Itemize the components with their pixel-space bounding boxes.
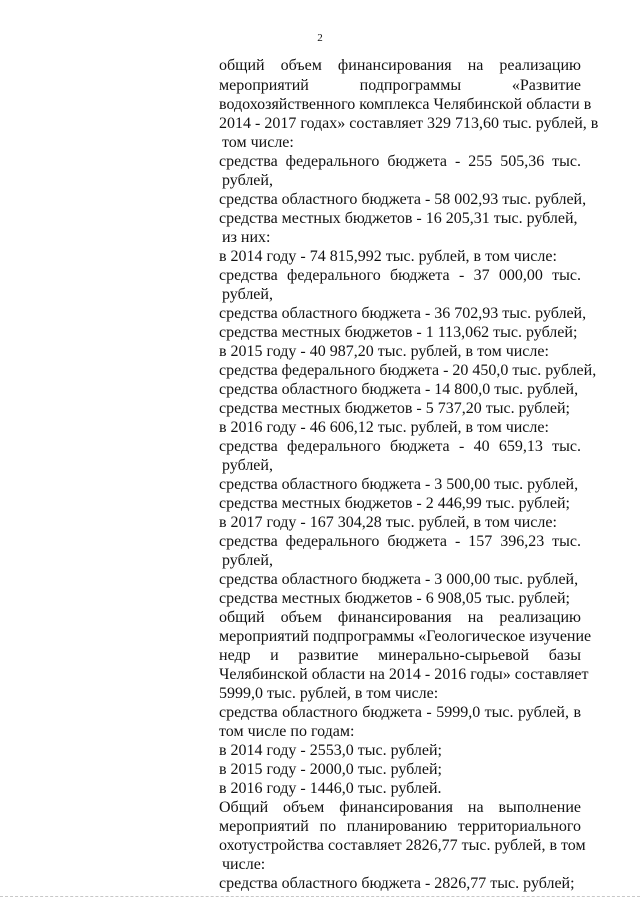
text-line: мероприятий подпрограммы «Развитие (219, 77, 581, 94)
text-line: Общий объем финансирования на выполнение (219, 799, 581, 816)
text-line: средства областного бюджета - 2826,77 тыс. рублей; (219, 875, 575, 892)
text-line: в 2014 году - 74 815,992 тыс. рублей, в том числе: (219, 248, 557, 265)
text-line: Челябинской области на 2014 - 2016 годы» составляет (219, 666, 589, 683)
text-line: 2014 - 2017 годах» составляет 329 713,60 тыс. рублей, в (219, 115, 599, 132)
text-line: в 2017 году - 167 304,28 тыс. рублей, в том числе: (219, 514, 557, 531)
text-line: том числе по годам: (219, 723, 355, 740)
text-line: в 2015 году - 40 987,20 тыс. рублей, в том числе: (219, 343, 549, 360)
text-line: общий объем финансирования на реализацию (219, 609, 581, 626)
text-line: средства федерального бюджета - 157 396,23 тыс. (219, 533, 581, 550)
text-line: мероприятий по планированию территориального (219, 818, 581, 835)
text-line: в 2015 году - 2000,0 тыс. рублей; (219, 761, 442, 778)
text-line: средства областного бюджета - 3 000,00 тыс. рублей, (219, 571, 579, 588)
text-line: 5999,0 тыс. рублей, в том числе: (219, 685, 439, 702)
text-line: средства федерального бюджета - 40 659,13 тыс. (219, 438, 581, 455)
text-line: средства местных бюджетов - 16 205,31 тыс. рублей, (219, 210, 578, 227)
text-line: общий объем финансирования на реализацию (219, 57, 581, 74)
text-line: средства областного бюджета - 36 702,93 тыс. рублей, (219, 305, 587, 322)
text-line: средства областного бюджета - 5999,0 тыс. рублей, в (219, 704, 581, 721)
text-line: мероприятий подпрограммы «Геологическое изучение (219, 628, 592, 645)
text-line: в 2014 году - 2553,0 тыс. рублей; (219, 742, 442, 759)
text-line: водохозяйственного комплекса Челябинской области в (219, 96, 592, 113)
text-line: средства областного бюджета - 14 800,0 тыс. рублей, (219, 381, 579, 398)
text-line: недр и развитие минерально-сырьевой базы (219, 647, 581, 664)
text-line: рублей, (222, 457, 273, 474)
text-line: том числе: (222, 134, 294, 151)
text-line: средства местных бюджетов - 2 446,99 тыс. рублей; (219, 495, 570, 512)
text-line: рублей, (222, 552, 273, 569)
page-number: 2 (317, 32, 323, 44)
text-line: в 2016 году - 46 606,12 тыс. рублей, в том числе: (219, 419, 549, 436)
text-line: охотустройства составляет 2826,77 тыс. рублей, в том (219, 837, 586, 854)
page-edge-rule (0, 896, 640, 897)
text-line: средства областного бюджета - 3 500,00 тыс. рублей, (219, 476, 579, 493)
text-line: рублей, (222, 286, 273, 303)
text-line: в 2016 году - 1446,0 тыс. рублей. (219, 780, 442, 797)
text-line: средства областного бюджета - 58 002,93 тыс. рублей, (219, 191, 587, 208)
text-line: рублей, (222, 172, 273, 189)
text-line: средства федерального бюджета - 20 450,0 тыс. рублей, (219, 362, 597, 379)
text-line: средства местных бюджетов - 1 113,062 тыс. рублей; (219, 324, 578, 341)
text-line: средства федерального бюджета - 37 000,00 тыс. (219, 267, 581, 284)
text-line: средства местных бюджетов - 6 908,05 тыс. рублей; (219, 590, 570, 607)
text-line: средства федерального бюджета - 255 505,36 тыс. (219, 153, 581, 170)
text-line: числе: (222, 856, 266, 873)
text-line: из них: (222, 229, 271, 246)
text-line: средства местных бюджетов - 5 737,20 тыс. рублей; (219, 400, 570, 417)
